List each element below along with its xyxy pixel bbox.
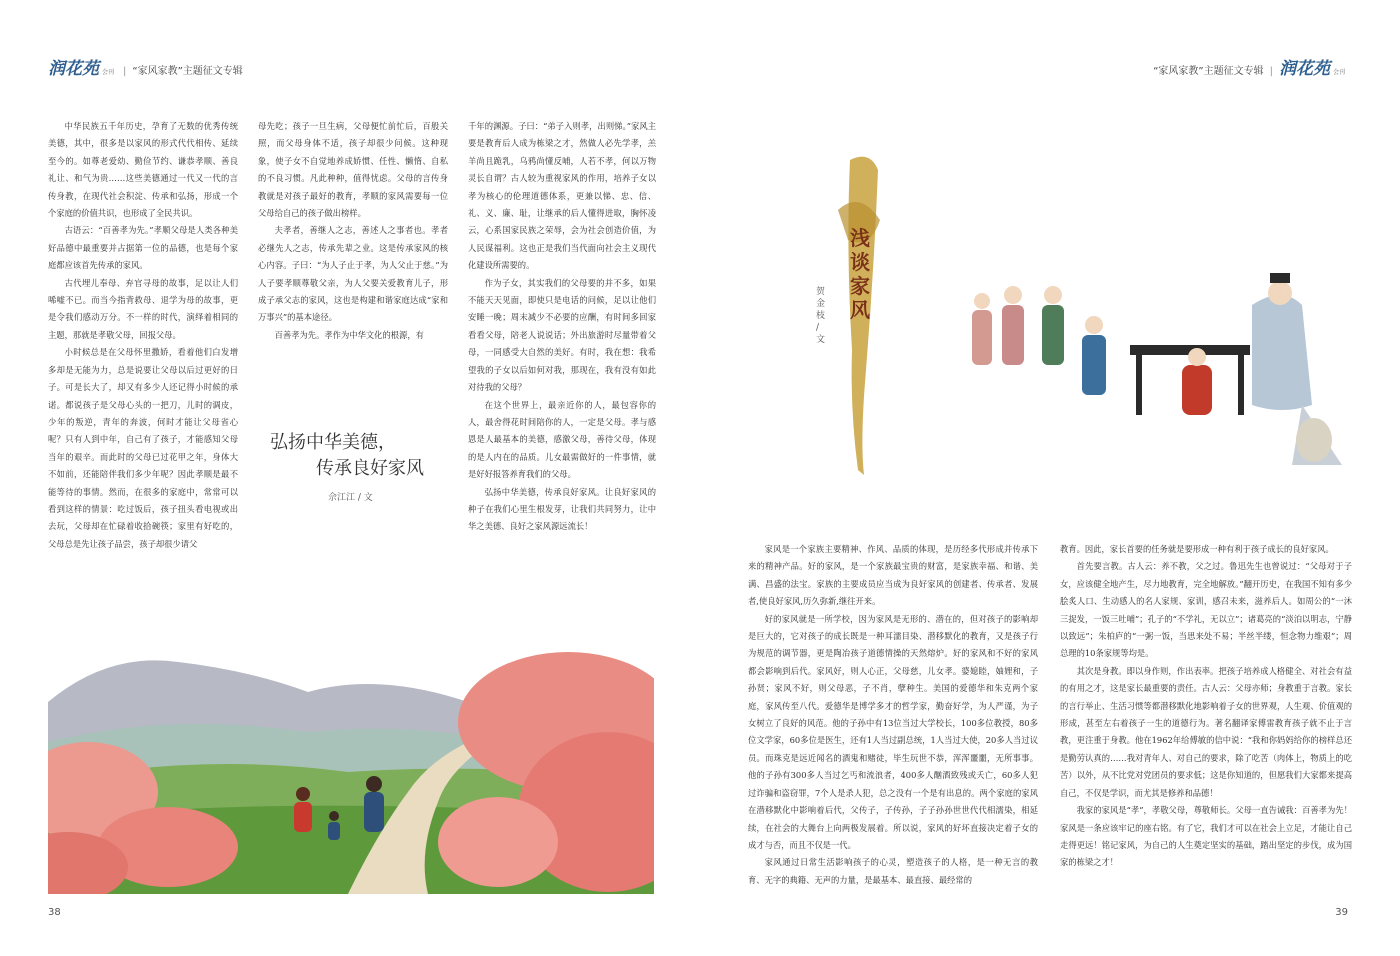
article1-column-1 (48, 118, 238, 553)
header-separator: | (123, 66, 127, 77)
paragraph: 好的家风就是一所学校，因为家风是无形的、潜在的，但对孩子的影响却是巨大的，它对孩子的成长既是一种耳濡目染、潜移默化的教育，又是孩子行为规范的调节器，更是陶冶孩子道德情操的天然熔炉。好的家风和不好的家风都会影响到后代。家风好，则人心正，父母慈，儿女孝。婆媳睦，妯娌和，子孙贤；家风不好，则父母恶，子不肖，孽种生。美国的爱德华和朱克两个家庭，家风传至八代。爱德华是博学多才的哲学家，勤奋好学，为人严谨，为子女树立了良好的风范。他的子孙中有13位当过大学校长，100多位教授，80多位文学家，60多位是医生，还有1人当过副总统，1人当过大使，20多人当过议员。而珠克是远近闻名的酒鬼和赌徒，毕生玩世不恭，浑浑噩噩，无所事事。他的子孙有300多人当过乞丐和流浪者，400多人酗酒致残或夭亡，60多人犯过诈骗和盗窃罪，7个人是杀人犯，总之没有一个是有出息的。两个家庭的家风在潜移默化中影响着后代，父传子，子传孙，子子孙孙世世代代相濡染，相延续，在社会的大舞台上向两极发展着。所以说，家风的好坏直接决定着子女的成才与否，而且不仅是一代。 (748, 613, 1038, 850)
header-left (48, 54, 243, 79)
paragraph: 小时候总是在父母怀里撒娇，看着他们白发增多却是无能为力，总是说要让父母以后过更好的日子。可是长大了，却又有多少人还记得小时候的承诺。都说孩子是父母心头的一把刀，儿时的调皮，少年的叛逆，青年的奔波，何时才能让父母省心呢？只有人到中年，自己有了孩子，才能感知父母当年的艰辛。而此时的父母已过花甲之年，身体大不如前，还能陪伴我们多少年呢？因此孝顺是最不能等待的事情。然而，在很多的家庭中，常常可以看到这样的情景：吃过饭后，孩子扭头看电视或出去玩，父母却在忙碌着收拾碗筷；家里有好吃的，父母总是先让孩子品尝，孩子却很少请父 (48, 347, 238, 549)
paragraph: 夫孝者，善继人之志，善述人之事者也。孝者必继先人之志，传承先辈之业。这是传承家风的核心内容。子曰：“为人子止于孝，为人父止于慈。”为人子要孝顺尊敬父亲，为人父要关爱教育儿子，形成子承父志的家风，这也是构建和谐家庭达成“家和万事兴”的基本途径。 (258, 225, 448, 323)
header-title: “家风家教”主题征文专辑 (1153, 66, 1264, 77)
paragraph: 百善孝为先。孝作为中华文化的根源，有 (274, 329, 424, 340)
title-line-1: 弘扬中华美德， (270, 432, 396, 453)
paragraph: 作为子女，其实我们的父母要的并不多，如果不能天天见面，即使只是电话的问候，足以让他们安睡一晚；周末减少不必要的应酬，有时间多回家看看父母，陪老人说说话；外出旅游时尽量带着父母，一同感受大自然的美好。有时，我在想：我希望我的子女以后如何对我，那现在，我有没有如此对待我的父母？ (468, 277, 656, 393)
article2-column-2 (1060, 541, 1352, 872)
paragraph: 中华民族五千年历史，孕育了无数的优秀传统美德，其中，很多是以家风的形式代代相传、延续至今的。如尊老爱幼、勤俭节约、谦恭孝顺、善良礼让、和气为贵……这些美德通过一代又一代的言传身教，在现代社会积淀、传承和弘扬，形成一个个家庭的价值共识，也形成了全民共识。 (48, 121, 238, 219)
article1-author: 佘江江 / 文 (328, 493, 373, 503)
article2-title: 浅谈家风 (850, 226, 870, 322)
header-right (1153, 54, 1348, 79)
paragraph: 首先要言教。古人云：养不教，父之过。鲁迅先生也曾说过：“父母对于子女，应该健全地产生，尽力地教育，完全地解放。”翻开历史，在我国不知有多少脍炙人口、生动感人的名人家规、家训，感召未来，滋养后人。如周公的“一沐三捉发，一饭三吐哺”；孔子的“不学礼，无以立”；诸葛亮的“淡泊以明志，宁静以致远”；朱柏庐的“一粥一饭，当思来处不易；半丝半缕，恒念物力维艰”；周总理的10条家规等均是。 (1060, 561, 1352, 659)
header-title: “家风家教”主题征文专辑 (132, 66, 243, 77)
paragraph: 其次是身教。即以身作则，作出表率。把孩子培养成人格健全、对社会有益的有用之才，这是家长最重要的责任。古人云：父母亦师；身教重于言教。家长的言行举止、生活习惯等都潜移默化地影响着子女的世界观，人生观、价值观的形成，甚至左右着孩子一生的道德行为。著名翻译家傅雷教育孩子就不止于言教，更注重于身教。他在1962年给傅敏的信中说：“我和你妈妈给你的榜样总还是勤劳认真的……我对青年人、对自己的要求，除了吃苦（肉体上，物质上的吃苦）以外，从不比党对党团员的要求低；这是你知道的，但愿我们大家都来提高自己，不仅是学识，而尤其是修养和品德！ (1060, 665, 1352, 798)
magazine-logo: 润花苑 (1278, 59, 1330, 79)
traditional-teacher-illustration (962, 265, 1362, 470)
page-number-left: 38 (48, 907, 61, 918)
magazine-logo: 润花苑 (48, 59, 99, 79)
paragraph: 古语云：“百善孝为先。”孝顺父母是人类各种美好品德中最重要并占据第一位的品德，也是每个家庭都应该首先传承的家风。 (48, 225, 238, 271)
article1-title (270, 430, 450, 482)
article1-column-2 (258, 118, 448, 344)
article2-author: 贺金枝 / 文 (816, 287, 826, 345)
paragraph: 在这个世界上，最亲近你的人，最包容你的人，最舍得花时间陪你的人，一定是父母。孝与感恩是人最基本的美德，感激父母，善待父母，体现的是人内在的品质。儿女最需做好的一件事情，就是好好报答养育我们的父母。 (468, 399, 656, 480)
paragraph: 家风通过日常生活影响孩子的心灵，塑造孩子的人格，是一种无言的教育、无字的典籍、无声的力量，是最基本、最直接、最经常的 (748, 857, 1038, 885)
paragraph: 弘扬中华美德，传承良好家风。让良好家风的种子在我们心里生根发芽，让我们共同努力，让中华之美德、良好之家风源远流长！ (468, 486, 656, 532)
logo-sub: 会刊 (1332, 68, 1345, 76)
paragraph: 千年的渊源。子曰：“弟子入则孝，出则悌。”家风主要是教育后人成为栋梁之才，然做人必先学孝，羔羊尚且跪乳，乌鸦尚懂反哺，人若不孝，何以万物灵长自谓？古人较为重视家风的作用，培养子女以孝为核心的伦理道德体系，更兼以悌、忠、信、礼、义、廉、耻，让继承的后人懂得进取，胸怀凌云，心系国家民族之荣辱，会为社会创造价值，为人民谋福利。这也正是我们当代面向社会主义现代化建设所需要的。 (468, 121, 656, 271)
paragraph: 家风是一个家族主要精神、作风、品质的体现，是历经多代形成并传承下来的精神产品。好的家风，是一个家族最宝贵的财富，是家族幸福、和谐、美满、昌盛的法宝。家族的主要成员应当成为良好家风的创建者、传承者、发展者,使良好家风,历久弥新,继往开来。 (748, 544, 1038, 607)
page-number-right: 39 (1335, 907, 1348, 918)
article2-column-1 (748, 541, 1038, 889)
logo-sub: 会刊 (102, 68, 115, 76)
title-line-2: 传承良好家风 (316, 458, 424, 479)
header-separator: | (1269, 66, 1273, 77)
landscape-illustration (48, 632, 654, 894)
paragraph: 教育。因此，家长首要的任务就是要形成一种有利于孩子成长的良好家风。 (1060, 544, 1334, 554)
article1-column-3 (468, 118, 656, 536)
paragraph: 我家的家风是“孝”，孝敬父母，尊敬师长。父母一直告诫我：百善孝为先！家风是一条应该牢记的座右铭。有了它，我们才可以在社会上立足，才能让自己走得更远！铭记家风，为自己的人生奠定坚实的基础，踏出坚定的步伐，成为国家的栋梁之才！ (1060, 805, 1352, 868)
paragraph: 母先吃；孩子一旦生病，父母便忙前忙后，百般关照，而父母身体不适，孩子却很少问候。这种现象，使子女不自觉地养成娇惯、任性、懒惰、自私的不良习惯。凡此种种，值得忧虑。父母的言传身教就是对孩子最好的教育，孝顺的家风需要每一位父母给自己的孩子做出榜样。 (258, 121, 448, 219)
paragraph: 古代埋儿奉母、弃官寻母的故事，足以让人们唏嘘不已。而当今指背救母、退学为母的故事，更是令我们感动万分。不一样的时代，演绎着相同的主题，那就是孝敬父母，回报父母。 (48, 277, 238, 340)
